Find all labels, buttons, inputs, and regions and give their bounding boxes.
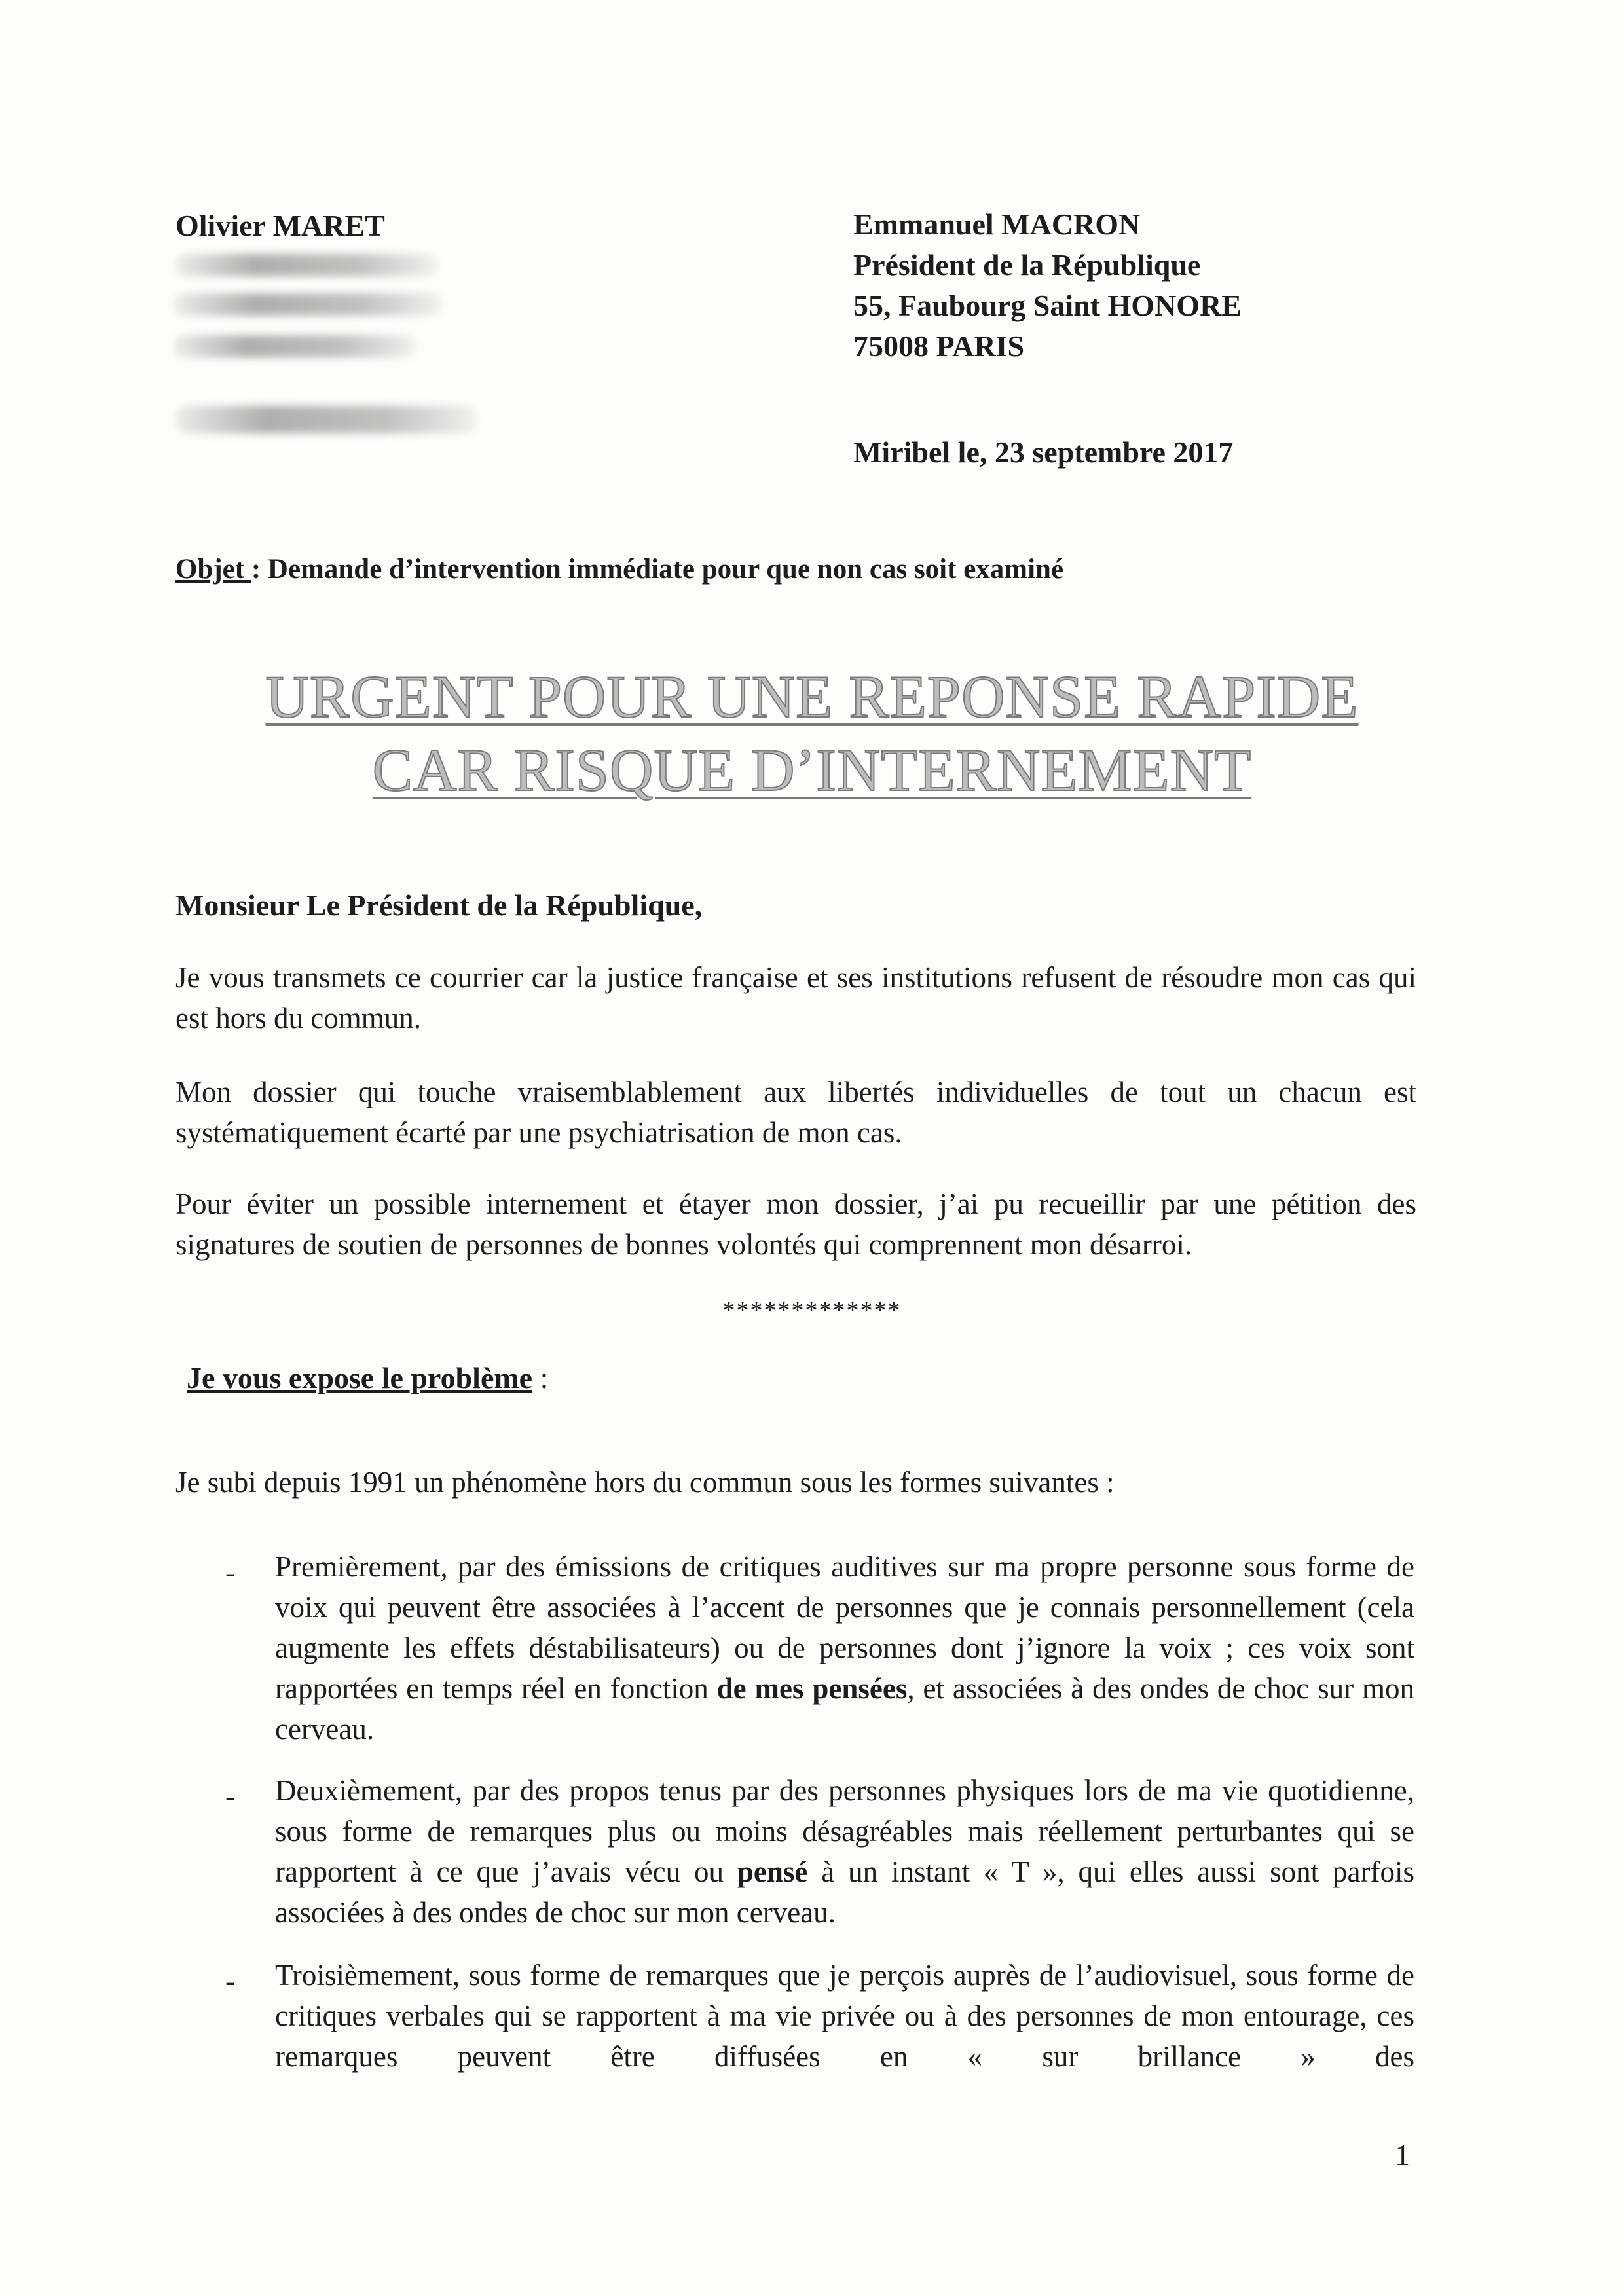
bullet-text: Deuxièmement, par des propos tenus par des personnes physiques lors de ma vie quotidienne, sous forme de remarques plus ou moins désagréables mais réellement perturbantes qui se rapportent à ce que j’avais vécu ou bbox=[275, 1774, 1414, 1888]
recipient-title: Président de la République bbox=[853, 248, 1201, 282]
bullet-item bbox=[275, 1955, 1414, 2077]
intro-line: Je subi depuis 1991 un phénomène hors du commun sous les formes suivantes : bbox=[175, 1466, 1115, 1499]
subject-label: Objet bbox=[175, 554, 251, 585]
redacted-address-line bbox=[174, 335, 416, 357]
paragraph: Je vous transmets ce courrier car la justice française et ses institutions refusent de résoudre mon cas qui est hors du commun. bbox=[175, 961, 1416, 1034]
bullet-item bbox=[275, 1546, 1414, 1749]
bullet-emphasis: pensé bbox=[737, 1855, 808, 1888]
bullet-dash: - bbox=[225, 1780, 235, 1813]
bullet-dash: - bbox=[225, 1965, 235, 1997]
urgent-heading-line1: URGENT POUR UNE REPONSE RAPIDE bbox=[265, 663, 1359, 730]
separator: ************* bbox=[722, 1297, 902, 1324]
recipient-name: Emmanuel MACRON bbox=[853, 208, 1141, 241]
date-line: Miribel le, 23 septembre 2017 bbox=[853, 435, 1234, 469]
paragraph: Mon dossier qui touche vraisemblablement aux libertés individuelles de tout un chacun est systématiquement écarté par une psychiatrisation de mon cas. bbox=[175, 1076, 1416, 1149]
urgent-heading-line2: CAR RISQUE D’INTERNEMENT bbox=[372, 737, 1252, 803]
sender-name: Olivier MARET bbox=[175, 209, 385, 242]
bullet-text: Premièrement, par des émissions de critiques auditives sur ma propre personne sous forme de voix qui peuvent être associées à l’accent de personnes que je connais personnellement (cela augmente les effets déstabilisateurs) ou de personnes dont j’ignore la voix ; ces voix sont rapportées en temps réel en fonction bbox=[275, 1550, 1414, 1705]
paragraph: Pour éviter un possible internement et étayer mon dossier, j’ai pu recueillir par une pétition des signatures de soutien de personnes de bonnes volontés qui comprennent mon désarroi. bbox=[175, 1188, 1416, 1261]
bullet-text: Troisièmement, sous forme de remarques que je perçois auprès de l’audiovisuel, sous forme de critiques verbales qui se rapportent à ma vie privée ou à des personnes de mon entourage, ces remarques peuvent être diffusées en « sur brillance » des bbox=[275, 1959, 1414, 2073]
bullet-dash: - bbox=[225, 1556, 235, 1589]
page-number: 1 bbox=[1395, 2138, 1410, 2172]
recipient-address bbox=[853, 204, 1242, 367]
subject-line bbox=[175, 553, 1063, 585]
bullet-emphasis: de mes pensées bbox=[716, 1672, 908, 1705]
redacted-address-line bbox=[175, 406, 477, 433]
section-heading bbox=[187, 1360, 548, 1395]
redacted-address-line bbox=[174, 293, 442, 316]
subject-text: : Demande d’intervention immédiate pour que non cas soit examiné bbox=[251, 554, 1064, 585]
bullet-text: , et associées à des ondes de choc sur mon cerveau. bbox=[275, 1672, 1414, 1745]
redacted-address-line bbox=[175, 254, 437, 276]
bullet-item bbox=[275, 1770, 1414, 1933]
salutation: Monsieur Le Président de la République, bbox=[175, 888, 703, 922]
recipient-city: 75008 PARIS bbox=[853, 329, 1025, 363]
recipient-street: 55, Faubourg Saint HONORE bbox=[853, 289, 1242, 322]
section-heading-label: Je vous expose le problème bbox=[187, 1361, 533, 1394]
bullet-text: à un instant « T », qui elles aussi sont parfois associées à des ondes de choc sur mon cerveau. bbox=[275, 1855, 1414, 1929]
section-heading-suffix: : bbox=[532, 1361, 549, 1394]
